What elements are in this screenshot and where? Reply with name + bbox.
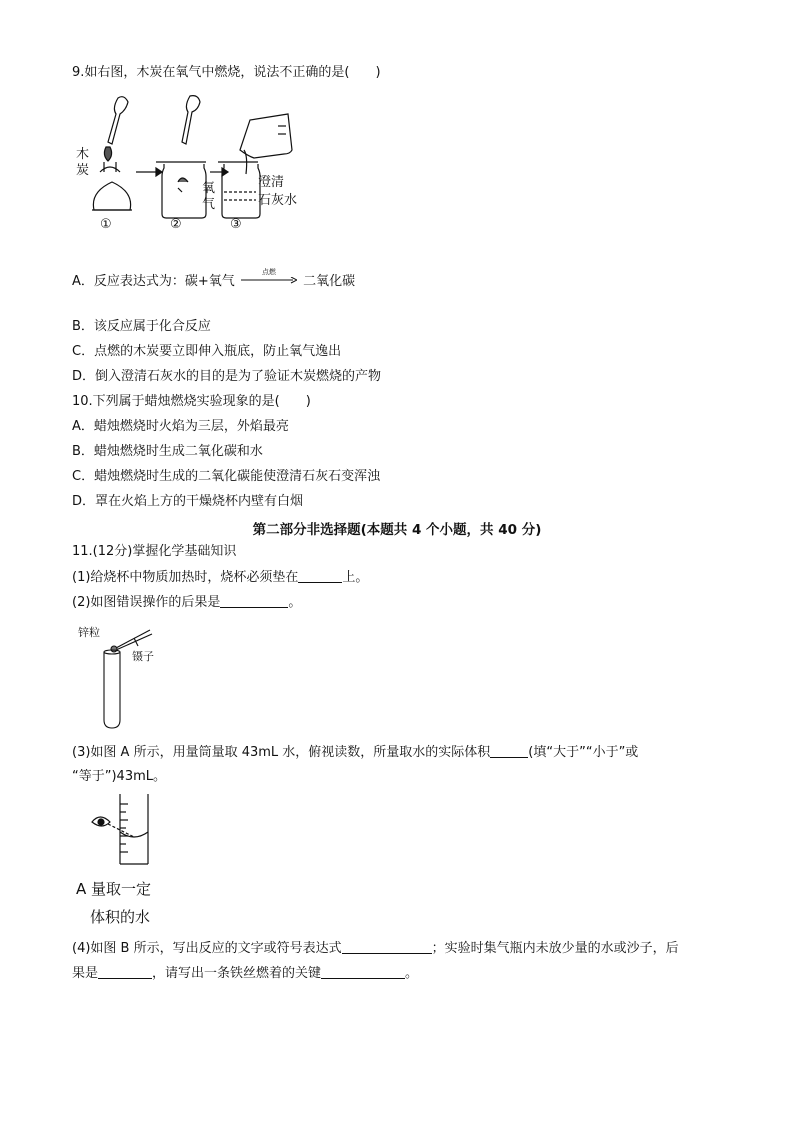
q9-option-b: B．该反应属于化合反应	[72, 319, 211, 334]
part2-title: 第二部分非选择题(本题共 4 个小题，共 40 分)	[252, 522, 542, 538]
q11-part2-tail: 。	[288, 595, 302, 610]
q9-option-c: C．点燃的木炭要立即伸入瓶底，防止氧气逸出	[72, 344, 342, 359]
figure-number-2: ②	[170, 217, 182, 232]
alcohol-lamp-figure	[92, 97, 132, 210]
answer-blank[interactable]	[220, 593, 288, 608]
tweezers-label: 镊子	[132, 650, 154, 663]
charcoal-label-2: 炭	[76, 163, 90, 178]
q11-part2-text: (2)如图错误操作的后果是	[72, 595, 221, 610]
q11-part3	[72, 743, 638, 762]
q11-part1-tail: 上。	[342, 570, 369, 585]
limewater-label: 澄清	[258, 175, 285, 190]
figure-number-3: ③	[230, 217, 242, 232]
oxygen-label-2: 气	[202, 197, 216, 212]
oxygen-bottle-figure	[156, 96, 206, 218]
cylinder-caption-2: 体积的水	[90, 908, 151, 926]
graduated-cylinder-figure	[76, 790, 196, 930]
q11-part4	[72, 939, 679, 958]
answer-blank[interactable]	[98, 964, 152, 979]
answer-blank[interactable]	[490, 743, 528, 758]
limewater-label-2: 石灰水	[258, 193, 298, 208]
reaction-arrow	[241, 267, 297, 289]
q11-part4-cont	[72, 964, 418, 983]
charcoal-label: 木	[76, 147, 90, 162]
q11-part3-text: (3)如图 A 所示，用量筒量取 43mL 水，俯视读数，所量取水的实际体积	[72, 745, 491, 760]
q11-part2	[72, 593, 301, 612]
q10-option-a: A．蜡烛燃烧时火焰为三层，外焰最亮	[72, 419, 289, 434]
reaction-condition: 点燃	[261, 267, 276, 276]
figure-number-1: ①	[100, 217, 112, 232]
q11-part3-cont: “等于”)43mL。	[72, 769, 166, 784]
oxygen-label: 氧	[202, 181, 216, 196]
q10-stem: 10.下列属于蜡烛燃烧实验现象的是( )	[72, 394, 311, 409]
answer-blank[interactable]	[321, 964, 405, 979]
cylinder-caption-1: A 量取一定	[76, 880, 152, 898]
q11-part4-d: ，请写出一条铁丝燃着的关键	[152, 966, 322, 981]
q11-part4-e: 。	[405, 966, 419, 981]
zinc-test-tube-figure	[76, 622, 176, 730]
arrow-icon	[136, 168, 228, 176]
q11-part1-text: (1)给烧杯中物质加热时，烧杯必须垫在	[72, 570, 299, 585]
q10-option-c: C．蜡烛燃烧时生成的二氧化碳能使澄清石灰石变浑浊	[72, 469, 381, 484]
zinc-label: 锌粒	[78, 626, 100, 639]
q11-part4-c: 果是	[72, 966, 99, 981]
answer-blank[interactable]	[298, 568, 342, 583]
q9-stem: 9.如右图，木炭在氧气中燃烧，说法不正确的是( )	[72, 65, 381, 80]
q9-option-a-prefix: A．反应表达式为：碳+氧气	[72, 274, 235, 289]
q9-figure	[72, 92, 312, 234]
right-arrow-icon	[241, 277, 297, 285]
answer-blank[interactable]	[342, 939, 432, 954]
q11-part4-mid: ；实验时集气瓶内未放少量的水或沙子，后	[431, 941, 679, 956]
q10-option-b: B．蜡烛燃烧时生成二氧化碳和水	[72, 444, 263, 459]
q9-option-d: D．倒入澄清石灰水的目的是为了验证木炭燃烧的产物	[72, 369, 382, 384]
q9-option-a-suffix: 二氧化碳	[303, 274, 356, 289]
q9-option-a	[72, 267, 356, 291]
q10-option-d: D．罩在火焰上方的干燥烧杯内壁有白烟	[72, 494, 304, 509]
q11-part3-tail: (填“大于”“小于”或	[528, 745, 639, 760]
q11-stem: 11.(12分)掌握化学基础知识	[72, 544, 237, 559]
q11-part1	[72, 568, 368, 587]
q11-part4-text: (4)如图 B 所示，写出反应的文字或符号表达式	[72, 941, 342, 956]
